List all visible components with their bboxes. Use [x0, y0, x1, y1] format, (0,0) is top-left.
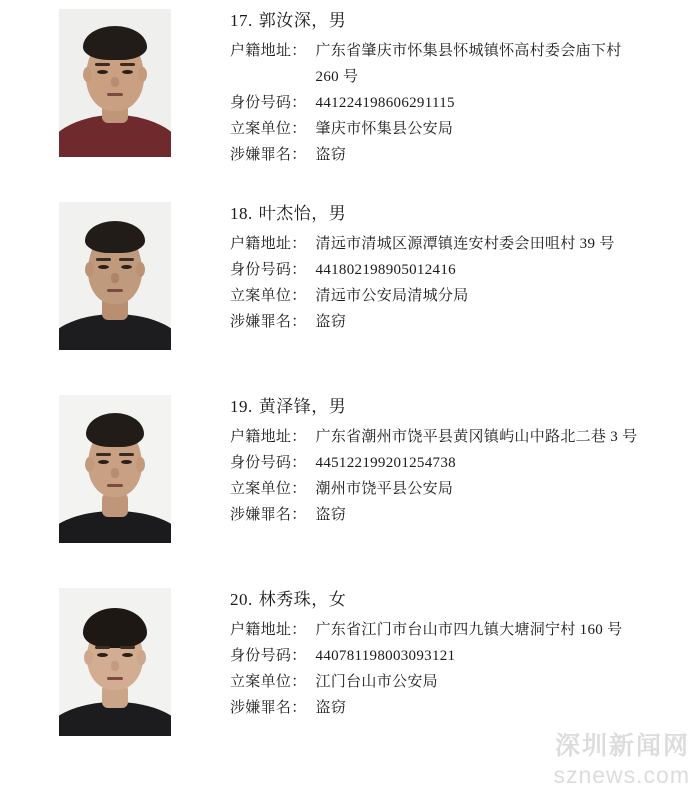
ear-right-shape: [136, 457, 145, 472]
field-id-number: [230, 450, 684, 476]
watermark-site-name-en: sznews.com: [553, 762, 690, 788]
eye-right-shape: [122, 653, 133, 657]
field-label-id-number: 身份号码：: [230, 455, 307, 471]
nose-shape: [111, 468, 119, 478]
ear-left-shape: [85, 262, 94, 277]
suspect-portrait-photo: [59, 9, 171, 157]
eye-left-shape: [98, 460, 109, 464]
field-household: [230, 38, 684, 90]
suspect-portrait-photo: [59, 588, 171, 736]
suspect-name-line: [230, 8, 684, 34]
photo-container: [0, 386, 230, 543]
suspect-name: 郭汝深，男: [258, 11, 347, 30]
field-value-filing-unit: 清远市公安局清城分局: [315, 288, 469, 304]
suspect-name-line: [230, 587, 684, 613]
field-household: [230, 231, 684, 257]
entry-index: 17.: [230, 11, 253, 30]
field-value-charge: 盗窃: [315, 147, 347, 163]
eyebrow-right-shape: [120, 63, 135, 66]
nose-shape: [111, 77, 119, 87]
eye-left-shape: [97, 653, 108, 657]
entry-index: 20.: [230, 590, 253, 609]
field-value-charge: 盗窃: [315, 314, 347, 330]
field-label-charge: 涉嫌罪名：: [230, 700, 307, 716]
nose-shape: [111, 661, 119, 671]
field-label-filing-unit: 立案单位：: [230, 674, 307, 690]
field-value-id-number: 445122199201254738: [315, 455, 456, 471]
entry-index: 19.: [230, 397, 253, 416]
field-label-household: 户籍地址：: [230, 236, 307, 252]
suspect-name: 林秀珠，女: [258, 590, 347, 609]
field-household: [230, 424, 684, 450]
eyebrow-left-shape: [95, 646, 110, 649]
field-label-filing-unit: 立案单位：: [230, 481, 307, 497]
field-value-filing-unit: 肇庆市怀集县公安局: [315, 121, 454, 137]
field-charge: [230, 502, 684, 528]
field-id-number: [230, 257, 684, 283]
list-item: [0, 386, 700, 579]
ear-right-shape: [138, 67, 147, 82]
hair-shape: [85, 221, 145, 253]
eye-right-shape: [121, 265, 132, 269]
suspect-name: 叶杰怡，男: [258, 204, 347, 223]
field-label-id-number: 身份号码：: [230, 95, 307, 111]
field-label-household: 户籍地址：: [230, 622, 307, 638]
mouth-shape: [107, 289, 123, 292]
field-value-id-number: 441224198606291115: [315, 95, 455, 111]
field-value-id-number: 440781198003093121: [315, 648, 456, 664]
field-household: [230, 617, 684, 643]
photo-container: [0, 579, 230, 736]
suspect-portrait-photo: [59, 395, 171, 543]
hair-shape: [83, 26, 147, 60]
mouth-shape: [107, 484, 123, 487]
watermark-site-name-cn: 深圳新闻网: [554, 733, 690, 760]
field-label-filing-unit: 立案单位：: [230, 288, 307, 304]
nose-shape: [111, 273, 119, 283]
list-item: [0, 193, 700, 386]
field-value-charge: 盗窃: [315, 700, 347, 716]
list-item: [0, 0, 700, 193]
ear-left-shape: [84, 650, 93, 665]
suspect-info: [230, 193, 700, 335]
suspect-info: [230, 0, 700, 168]
field-label-charge: 涉嫌罪名：: [230, 507, 307, 523]
field-label-id-number: 身份号码：: [230, 262, 307, 278]
field-value-household: 广东省江门市台山市四九镇大塘洞宁村 160 号: [315, 622, 623, 638]
field-value-household: 清远市清城区源潭镇连安村委会田咀村 39 号: [315, 236, 615, 252]
ear-left-shape: [83, 67, 92, 82]
suspect-name-line: [230, 201, 684, 227]
field-value-id-number: 441802198905012416: [315, 262, 456, 278]
field-id-number: [230, 90, 684, 116]
suspect-name: 黄泽锋，男: [258, 397, 347, 416]
eyebrow-left-shape: [96, 453, 111, 456]
field-charge: [230, 695, 684, 721]
eye-left-shape: [97, 70, 108, 74]
field-filing-unit: [230, 283, 684, 309]
field-filing-unit: [230, 116, 684, 142]
eye-right-shape: [121, 460, 132, 464]
field-label-charge: 涉嫌罪名：: [230, 147, 307, 163]
field-value-household: 广东省潮州市饶平县黄冈镇屿山中路北二巷 3 号: [315, 429, 638, 445]
field-id-number: [230, 643, 684, 669]
entry-index: 18.: [230, 204, 253, 223]
field-label-filing-unit: 立案单位：: [230, 121, 307, 137]
mouth-shape: [107, 93, 123, 96]
ear-right-shape: [137, 650, 146, 665]
suspect-info: [230, 579, 700, 721]
suspect-info: [230, 386, 700, 528]
field-value-charge: 盗窃: [315, 507, 347, 523]
field-value-filing-unit: 潮州市饶平县公安局: [315, 481, 454, 497]
eyebrow-right-shape: [120, 646, 135, 649]
photo-container: [0, 193, 230, 350]
field-label-id-number: 身份号码：: [230, 648, 307, 664]
suspect-portrait-photo: [59, 202, 171, 350]
field-filing-unit: [230, 669, 684, 695]
watermark: [553, 732, 690, 788]
eyebrow-right-shape: [119, 453, 134, 456]
field-value-household: 广东省肇庆市怀集县怀城镇怀高村委会庙下村 260 号: [315, 43, 622, 85]
photo-container: [0, 0, 230, 157]
field-charge: [230, 142, 684, 168]
field-label-household: 户籍地址：: [230, 429, 307, 445]
eyebrow-right-shape: [119, 258, 134, 261]
ear-left-shape: [85, 457, 94, 472]
field-charge: [230, 309, 684, 335]
suspect-name-line: [230, 394, 684, 420]
mouth-shape: [107, 677, 123, 680]
field-value-filing-unit: 江门台山市公安局: [315, 674, 438, 690]
hair-shape: [86, 413, 144, 447]
field-label-household: 户籍地址：: [230, 43, 307, 59]
eye-left-shape: [98, 265, 109, 269]
ear-right-shape: [136, 262, 145, 277]
eyebrow-left-shape: [96, 258, 111, 261]
eyebrow-left-shape: [95, 63, 110, 66]
field-filing-unit: [230, 476, 684, 502]
field-label-charge: 涉嫌罪名：: [230, 314, 307, 330]
eye-right-shape: [122, 70, 133, 74]
